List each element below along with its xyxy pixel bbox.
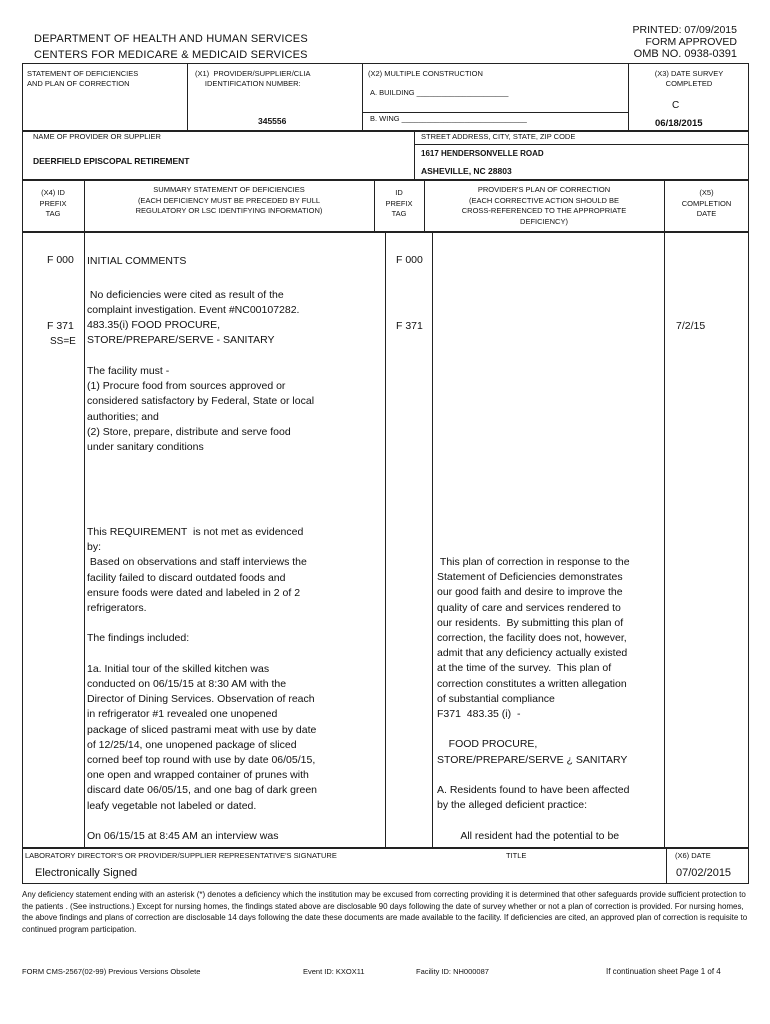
x3-label: (X3) DATE SURVEY COMPLETED bbox=[654, 69, 724, 88]
survey-code: C bbox=[672, 100, 680, 111]
x1-label: (X1) PROVIDER/SUPPLIER/CLIA IDENTIFICATION NUMBER: bbox=[195, 69, 311, 88]
id-f371: F 371 bbox=[396, 320, 423, 332]
agency-header bbox=[34, 31, 308, 63]
f371-title: 483.35(i) FOOD PROCURE, STORE/PREPARE/SERVE - SANITARY bbox=[87, 319, 275, 347]
wing-field: B. WING ______________________________ bbox=[370, 114, 527, 123]
x2-label: (X2) MULTIPLE CONSTRUCTION bbox=[368, 69, 483, 78]
statement-label: STATEMENT OF DEFICIENCIES AND PLAN OF CORRECTION bbox=[27, 69, 139, 88]
form-info bbox=[633, 24, 737, 60]
col-x5: (X5) COMPLETION DATE bbox=[681, 188, 732, 218]
building-field: A. BUILDING ______________________ bbox=[370, 88, 509, 97]
tag-scope-severity: SS=E bbox=[50, 336, 76, 347]
deficiency-findings: This REQUIREMENT is not met as evidenced by: Based on observations and staff interviews the facility failed to discard outdated foods and ensure foods were dated and labeled in 2 of 2 refrigerators. The findings included: 1a. Initial tour of the skilled kitchen was conducted on 06/15/15 at 8:30 AM with the Director of Dining Services. Observation of reach in refrigerator #1 revealed one unopened package of sliced pastrami meat with use by date of 12/25/14, one unopened package of sliced corned beef top round with use by date 06/05/15, one open and wrapped container of prunes with discard date 06/05/15, and one bag of dark green leafy vegetable not labeled or dated. On 06/15/15 at 8:45 AM an interview was bbox=[87, 526, 318, 843]
provider-name: DEERFIELD EPISCOPAL RETIREMENT bbox=[33, 156, 190, 166]
facility-id: Facility ID: NH000087 bbox=[416, 967, 489, 976]
provider-label: NAME OF PROVIDER OR SUPPLIER bbox=[33, 132, 161, 141]
id-f000: F 000 bbox=[396, 254, 423, 266]
form-number: FORM CMS-2567(02-99) Previous Versions Obsolete bbox=[22, 967, 201, 976]
address-city: ASHEVILLE, NC 28803 bbox=[421, 166, 512, 176]
initial-comments: INITIAL COMMENTS bbox=[87, 255, 187, 267]
date-label: (X6) DATE bbox=[675, 851, 711, 860]
no-deficiencies-text: No deficiencies were cited as result of the complaint investigation. Event #NC00107282. bbox=[87, 289, 300, 317]
completion-date: 7/2/15 bbox=[676, 320, 706, 332]
disclaimer: Any deficiency statement ending with an asterisk (*) denotes a deficiency which the institution may be excused from correcting providing it is determined that other safeguards provide sufficient protection to the patients . (See instructions.) Except for nursing homes, the findings stated above are disclosable 90 days following the date of survey whether or not a plan of correction is provided. For nursing homes, the above findings and plans of correction are disclosable 14 days following the date these documents are made available to the facility. If deficiencies are cited, an approved plan of correction is requisite to continued program participation. bbox=[22, 890, 748, 934]
facility-requirements: The facility must - (1) Procure food from sources approved or considered satisfactory by Federal, State or local authorities; and (2) Store, prepare, distribute and serve food under sanitary conditions bbox=[87, 365, 315, 454]
address-street: 1617 HENDERSONVELLE ROAD bbox=[421, 149, 544, 158]
page-indicator: If continuation sheet Page 1 of 4 bbox=[606, 967, 721, 976]
dept-name: DEPARTMENT OF HEALTH AND HUMAN SERVICES bbox=[34, 33, 308, 45]
title-label: TITLE bbox=[506, 851, 527, 860]
signature-value: Electronically Signed bbox=[35, 867, 138, 879]
col-id: ID PREFIX TAG bbox=[385, 188, 413, 218]
omb-number: OMB NO. 0938-0391 bbox=[633, 48, 737, 60]
col-x4: (X4) ID PREFIX TAG bbox=[39, 188, 67, 218]
event-id: Event ID: KXOX11 bbox=[303, 967, 365, 976]
form-approved: FORM APPROVED bbox=[645, 36, 737, 48]
signature-date: 07/02/2015 bbox=[676, 867, 732, 879]
signature-label: LABORATORY DIRECTOR'S OR PROVIDER/SUPPLIER REPRESENTATIVE'S SIGNATURE bbox=[25, 851, 337, 860]
plan-of-correction: This plan of correction in response to the Statement of Deficiencies demonstrates our good faith and desire to improve the quality of care and services rendered to our residents. By submitting this plan of correction, the facility does not, however, admit that any deficiency actually existed at the time of the survey. This plan of correction constitutes a written allegation of substantial compliance F371 483.35 (i) - FOOD PROCURE, STORE/PREPARE/SERVE ¿ SANITARY A. Residents found to have been affected by the alleged deficient practice: All resident had the potential to be bbox=[437, 556, 630, 842]
col-plan: PROVIDER'S PLAN OF CORRECTION (EACH CORRECTIVE ACTION SHOULD BE CROSS-REFERENCED TO THE APPROPRIATE DEFICIENCY) bbox=[461, 185, 627, 226]
tag-f371: F 371 bbox=[47, 320, 74, 332]
printed-date: PRINTED: 07/09/2015 bbox=[632, 24, 737, 36]
cms-name: CENTERS FOR MEDICARE & MEDICAID SERVICES bbox=[34, 49, 308, 61]
address-label: STREET ADDRESS, CITY, STATE, ZIP CODE bbox=[421, 132, 576, 141]
col-summary: SUMMARY STATEMENT OF DEFICIENCIES (EACH DEFICIENCY MUST BE PRECEDED BY FULL REGULATORY OR LSC IDENTIFYING INFORMATION) bbox=[135, 185, 323, 215]
provider-number: 345556 bbox=[258, 116, 287, 126]
survey-date: 06/18/2015 bbox=[655, 118, 703, 129]
tag-f000: F 000 bbox=[47, 254, 74, 266]
